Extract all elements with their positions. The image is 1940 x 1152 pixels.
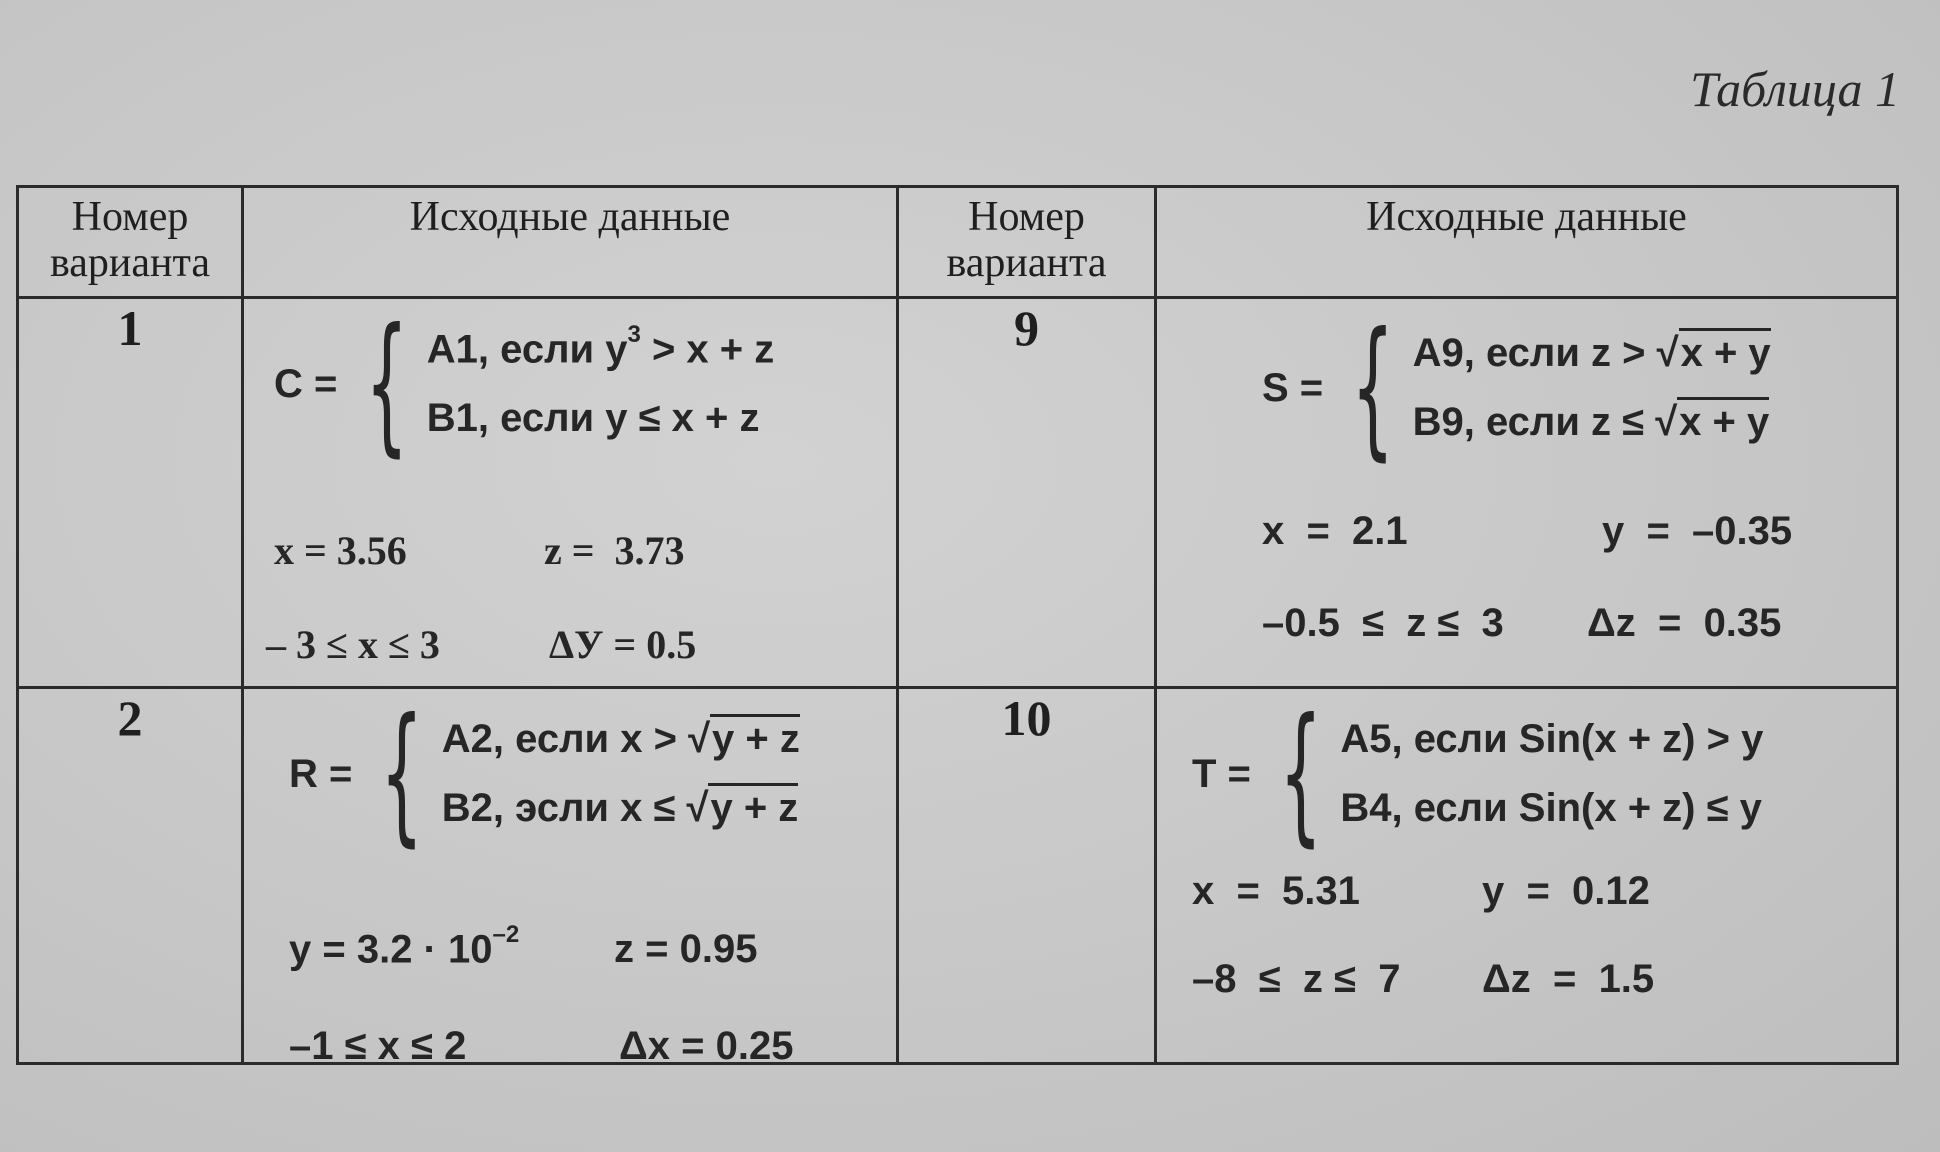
header-variant-number: Номер варианта xyxy=(18,187,243,298)
variant-data-10 xyxy=(1156,688,1898,1064)
range-line: – 3 ≤ x ≤ 3 xyxy=(266,622,440,667)
piecewise-formula xyxy=(1192,687,1764,861)
param-line: x = 5.31 xyxy=(1192,869,1360,913)
formula-case: B4, если Sin(x + z) ≤ y xyxy=(1340,786,1762,830)
brace-symbol: { xyxy=(365,297,409,471)
range-line: –1 ≤ x ≤ 2 xyxy=(289,1024,467,1068)
piecewise-formula xyxy=(289,687,800,861)
header-source-data: Исходные данные xyxy=(1156,187,1898,298)
range-line: –8 ≤ z ≤ 7 xyxy=(1192,957,1401,1001)
param-line: z = 3.73 xyxy=(544,528,685,573)
piecewise-formula xyxy=(274,297,775,471)
param-line: x = 3.56 xyxy=(274,528,407,573)
step-line: ΔУ = 0.5 xyxy=(549,622,697,667)
variant-data-2 xyxy=(243,687,898,1068)
piecewise-formula xyxy=(1262,301,1771,475)
formula-case: A5, если Sin(x + z) > y xyxy=(1340,717,1764,761)
step-line: Δz = 0.35 xyxy=(1587,601,1782,645)
variant-number: 10 xyxy=(898,688,1156,1064)
variant-number: 9 xyxy=(898,298,1156,688)
formula-lhs: T = xyxy=(1192,751,1251,796)
table-row xyxy=(18,688,1898,1064)
variants-table xyxy=(16,185,1899,1068)
brace-symbol: { xyxy=(1351,301,1395,475)
formula-lhs: C = xyxy=(274,361,338,406)
param-line: $y = 3.2 \cdot 10^{-2}$ xyxy=(289,921,520,972)
variant-number: 1 xyxy=(18,298,243,688)
param-line: x = 2.1 xyxy=(1262,509,1408,553)
formula-case: B9, если z ≤ √x + y xyxy=(1413,400,1771,445)
brace-symbol: { xyxy=(1279,687,1323,861)
formula-case: B1, если y ≤ x + z xyxy=(426,396,760,441)
formula-cases xyxy=(442,717,800,831)
formula-lhs: S = xyxy=(1262,365,1324,410)
formula-case: B2, эсли x ≤ √y + z xyxy=(442,786,800,831)
header-source-data: Исходные данные xyxy=(243,187,898,298)
formula-cases xyxy=(1413,331,1771,445)
param-line: z = 0.95 xyxy=(614,927,758,971)
brace-symbol: { xyxy=(380,687,424,861)
param-line: y = 0.12 xyxy=(1482,869,1650,913)
formula-case: A9, если z > √x + y xyxy=(1413,331,1771,376)
formula-cases xyxy=(426,320,775,441)
formula-cases xyxy=(1340,717,1763,831)
step-line: Δx = 0.25 xyxy=(619,1024,794,1068)
formula-case: A2, если x > √y + z xyxy=(442,717,800,762)
table-caption: Таблица 1 xyxy=(1690,61,1900,117)
table-row xyxy=(18,298,1898,688)
table-header-row xyxy=(18,187,1898,298)
variant-number: 2 xyxy=(18,688,243,1064)
param-line: y = –0.35 xyxy=(1602,509,1793,553)
range-line: –0.5 ≤ z ≤ 3 xyxy=(1262,601,1504,645)
step-line: Δz = 1.5 xyxy=(1482,957,1655,1001)
header-variant-number: Номер варианта xyxy=(898,187,1156,298)
variant-data-9 xyxy=(1156,298,1898,688)
variant-data-1 xyxy=(243,298,898,688)
formula-lhs: R = xyxy=(289,751,353,796)
formula-case: A1, если $y^3 > x + z$ xyxy=(426,320,775,372)
